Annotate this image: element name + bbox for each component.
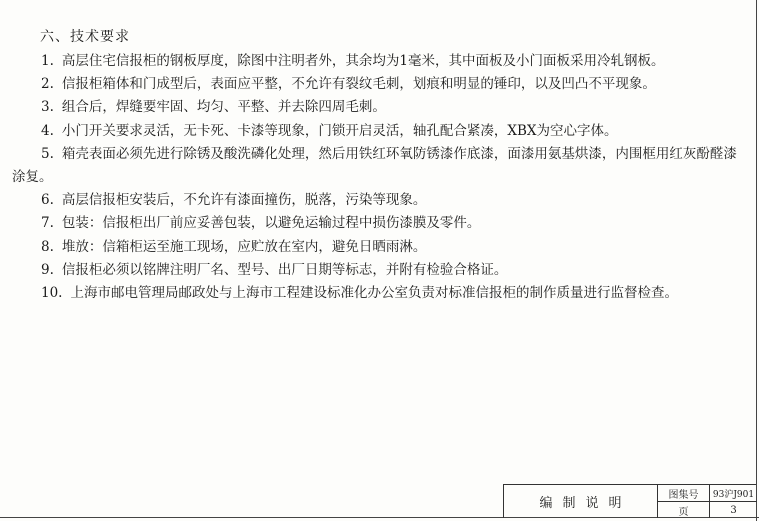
- requirement-item-4: [12, 120, 750, 143]
- page-number: 3: [730, 504, 737, 516]
- requirement-text: 组合后，焊缝要牢固、均匀、平整、并去除四周毛刺。: [61, 99, 386, 116]
- requirement-text: 箱壳表面必须先进行除锈及酸洗磷化处理，然后用铁红环氧防锈漆作底漆，面漆用氨基烘漆，内围框用红灰酚醛漆涂复。: [12, 145, 737, 186]
- requirement-number: 5.: [41, 145, 54, 162]
- requirement-number: 7.: [41, 215, 54, 232]
- requirement-text: 信报柜必须以铭牌注明厂名、型号、出厂日期等标志，并附有检验合格证。: [61, 261, 508, 278]
- requirement-item-1: [12, 50, 750, 73]
- requirement-item-2: [12, 73, 750, 96]
- requirement-number: 6.: [41, 192, 54, 209]
- requirement-text: 包装：信报柜出厂前应妥善包装，以避免运输过程中损伤漆膜及零件。: [61, 215, 481, 232]
- requirement-text: 上海市邮电管理局邮政处与上海市工程建设标准化办公室负责对标准信报柜的制作质量进行监督检查。: [70, 285, 678, 302]
- requirement-item-6: [12, 189, 750, 212]
- requirement-number: 1.: [41, 53, 54, 69]
- title-block-main-title: 编制说明: [504, 485, 658, 518]
- requirement-number: 2.: [41, 76, 54, 93]
- section-title: 六、技术要求: [40, 29, 130, 45]
- requirement-item-10: [12, 282, 750, 305]
- requirements-list: [12, 50, 750, 305]
- requirement-text: 高层住宅信报柜的钢板厚度，除图中注明者外，其余均为1毫米，其中面板及小门面板采用冷轧钢板。: [61, 53, 665, 69]
- requirement-text: 堆放：信箱柜运至施工现场，应贮放在室内，避免日晒雨淋。: [61, 238, 427, 255]
- requirement-text: 高层信报柜安装后，不允许有漆面撞伤，脱落，污染等现象。: [61, 192, 427, 209]
- requirement-item-5: [12, 143, 750, 189]
- requirement-number: 8.: [41, 238, 54, 255]
- requirement-number: 9.: [41, 261, 54, 278]
- requirement-number: 3.: [41, 99, 54, 116]
- page-label: 页: [658, 502, 710, 518]
- requirement-number: 4.: [41, 122, 54, 139]
- atlas-number-value: 93沪J901: [710, 485, 757, 502]
- requirement-item-3: [12, 96, 750, 119]
- requirement-item-7: [12, 212, 750, 235]
- requirement-number: 10.: [41, 285, 63, 302]
- frame-border-right: [756, 0, 757, 521]
- requirement-item-9: [12, 259, 750, 282]
- requirement-text: 信报柜箱体和门成型后，表面应平整，不允许有裂纹毛刺，划痕和明显的锤印，以及凹凸不平现象。: [61, 76, 656, 93]
- atlas-number-label: 图集号: [658, 485, 710, 502]
- title-block: [503, 484, 756, 518]
- requirement-text: 小门开关要求灵活，无卡死、卡漆等现象，门锁开启灵活，轴孔配合紧凑，XBX为空心字体。: [61, 122, 618, 139]
- requirement-item-8: [12, 236, 750, 259]
